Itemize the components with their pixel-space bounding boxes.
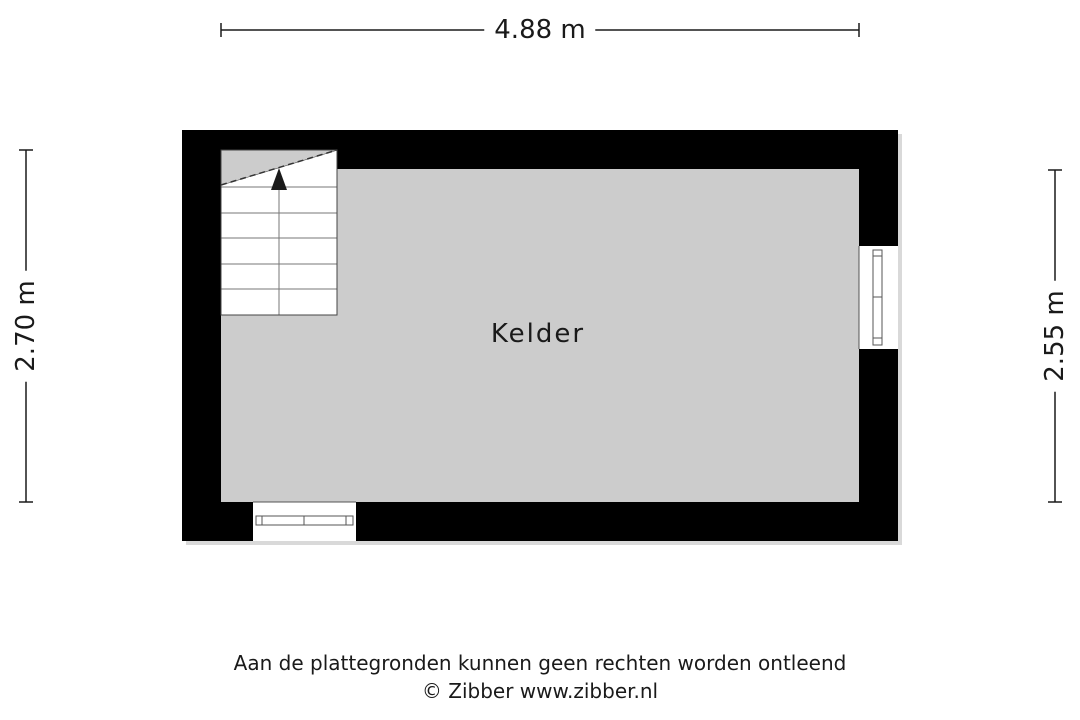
copyright-text: © Zibber www.zibber.nl <box>421 679 659 703</box>
window-bottom <box>253 502 356 541</box>
staircase <box>221 150 337 315</box>
disclaimer-text: Aan de plattegronden kunnen geen rechten worden ontleend <box>233 651 847 675</box>
room-label-kelder: Kelder <box>490 319 586 349</box>
width-dimension-label: 4.88 m <box>484 17 595 43</box>
right-height-dimension-label: 2.55 m <box>1042 280 1068 391</box>
left-height-dimension-label: 2.70 m <box>13 270 39 381</box>
window-right <box>859 246 898 349</box>
